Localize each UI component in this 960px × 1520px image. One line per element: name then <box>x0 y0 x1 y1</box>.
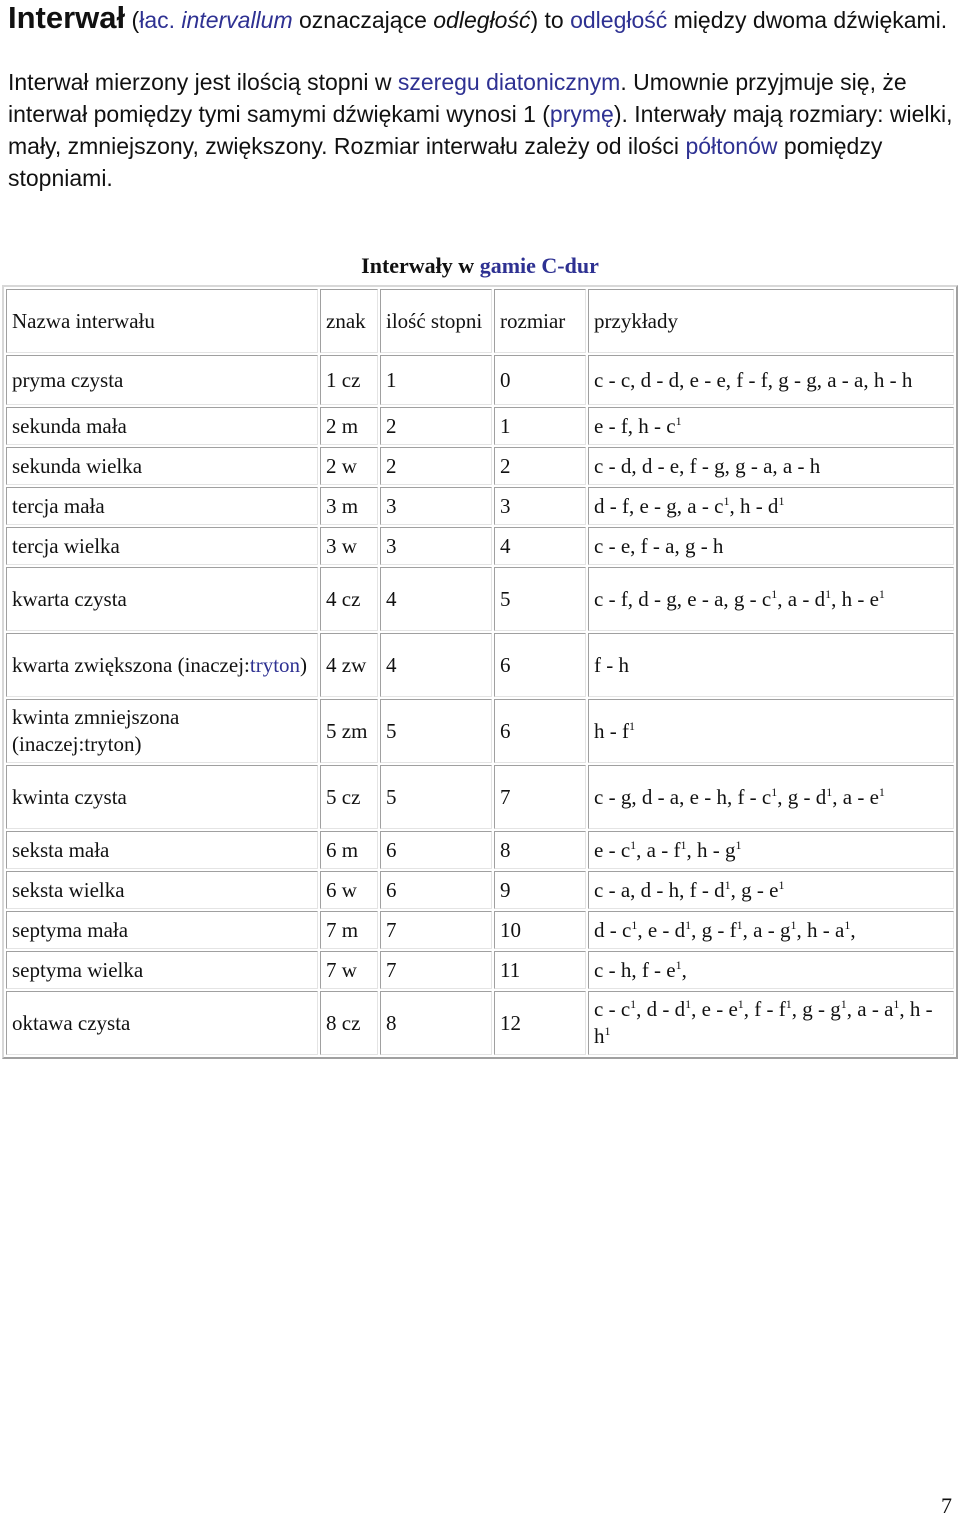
cell-sign: 4 zw <box>320 633 378 697</box>
cell-name: kwinta zmniejszona (inaczej:tryton) <box>6 699 318 763</box>
cell-name: sekunda mała <box>6 407 318 445</box>
table-row <box>6 527 954 565</box>
article-intro <box>8 2 953 194</box>
intervals-table-wrapper <box>2 245 958 1059</box>
cell-size: 4 <box>494 527 586 565</box>
tryton-text: tryton <box>84 732 135 756</box>
intro-paragraph-1: Interwał (łac. intervallum oznaczające odległość) to odległość między dwoma dźwiękami. <box>8 0 948 35</box>
cell-name: tercja mała <box>6 487 318 525</box>
cell-examples: c - g, d - a, e - h, f - $c^1$, g - $d^1$, a - $e^1$ <box>588 765 954 829</box>
cell-sign: 4 cz <box>320 567 378 631</box>
table-row <box>6 487 954 525</box>
pryma-link[interactable]: prymę <box>549 101 614 127</box>
cell-examples: c - c, d - d, e - e, f - f, g - g, a - a, h - h <box>588 355 954 405</box>
cell-examples: e - $c^1$, a - $f^1$, h - $g^1$ <box>588 831 954 869</box>
cell-name: seksta mała <box>6 831 318 869</box>
header-name: Nazwa interwału <box>6 289 318 353</box>
table-row <box>6 447 954 485</box>
intervals-table <box>2 245 958 1059</box>
szereg-diatoniczny-link[interactable]: szeregu diatonicznym <box>397 69 621 95</box>
cell-size: 10 <box>494 911 586 949</box>
cell-name: sekunda wielka <box>6 447 318 485</box>
cell-steps: 6 <box>380 871 492 909</box>
odleglosc-link[interactable]: odległość <box>570 7 668 33</box>
cell-sign: 7 w <box>320 951 378 989</box>
cell-sign: 8 cz <box>320 991 378 1055</box>
cell-examples: c - h, f - $e^1$, <box>588 951 954 989</box>
table-caption: Interwały w gamie C-dur <box>361 253 599 278</box>
cell-steps: 2 <box>380 407 492 445</box>
cell-size: 3 <box>494 487 586 525</box>
table-row <box>6 633 954 697</box>
cell-sign: 2 m <box>320 407 378 445</box>
cell-size: 6 <box>494 633 586 697</box>
table-row <box>6 831 954 869</box>
cell-examples: c - a, d - h, f - $d^1$, g - $e^1$ <box>588 871 954 909</box>
cell-sign: 6 w <box>320 871 378 909</box>
cell-examples: e - f, h - $c^1$ <box>588 407 954 445</box>
cell-steps: 6 <box>380 831 492 869</box>
cell-name: kwarta zwiększona (inaczej:tryton) <box>6 633 318 697</box>
cell-steps: 7 <box>380 911 492 949</box>
cell-sign: 3 m <box>320 487 378 525</box>
cell-size: 5 <box>494 567 586 631</box>
table-header-row <box>6 289 954 353</box>
cell-name: septyma mała <box>6 911 318 949</box>
header-steps: ilość stopni <box>380 289 492 353</box>
header-examples: przykłady <box>588 289 954 353</box>
cell-name: pryma czysta <box>6 355 318 405</box>
cell-size: 1 <box>494 407 586 445</box>
cell-steps: 2 <box>380 447 492 485</box>
cell-examples: c - $c^1$, d - $d^1$, e - $e^1$, f - $f^1$, g - $g^1$, a - $a^1$, h - $h^1$ <box>588 991 954 1055</box>
table-row <box>6 407 954 445</box>
cell-sign: 5 zm <box>320 699 378 763</box>
table-row <box>6 911 954 949</box>
meaning-term: odległość <box>433 7 531 33</box>
intro-paragraph-2: Interwał mierzony jest ilością stopni w szeregu diatonicznym. Umownie przyjmuje się, że interwał pomiędzy tymi samymi dźwiękami wynosi 1 (prymę). Interwały mają rozmiary: wielki, mały, zmniejszony, zwiększony. Rozmiar interwału zależy od ilości półtonów pomiędzy stopniami. <box>8 69 953 191</box>
table-row <box>6 871 954 909</box>
cell-name: tercja wielka <box>6 527 318 565</box>
cell-steps: 3 <box>380 487 492 525</box>
table-row <box>6 567 954 631</box>
cell-examples: h - $f^1$ <box>588 699 954 763</box>
table-row <box>6 355 954 405</box>
lac-link[interactable]: łac. <box>139 7 176 33</box>
cell-sign: 6 m <box>320 831 378 869</box>
table-row <box>6 765 954 829</box>
cell-size: 8 <box>494 831 586 869</box>
cell-size: 12 <box>494 991 586 1055</box>
cell-size: 0 <box>494 355 586 405</box>
cell-examples: c - d, d - e, f - g, g - a, a - h <box>588 447 954 485</box>
tryton-link[interactable]: tryton <box>249 652 301 677</box>
article-title: Interwał <box>8 0 126 35</box>
table-row <box>6 699 954 763</box>
cell-steps: 4 <box>380 567 492 631</box>
page-number: 7 <box>941 1493 952 1518</box>
cell-steps: 1 <box>380 355 492 405</box>
cell-steps: 4 <box>380 633 492 697</box>
cell-examples: c - e, f - a, g - h <box>588 527 954 565</box>
cell-name: seksta wielka <box>6 871 318 909</box>
cell-sign: 7 m <box>320 911 378 949</box>
cell-sign: 3 w <box>320 527 378 565</box>
cell-size: 11 <box>494 951 586 989</box>
cell-size: 2 <box>494 447 586 485</box>
cell-examples: f - h <box>588 633 954 697</box>
cell-sign: 1 cz <box>320 355 378 405</box>
header-size: rozmiar <box>494 289 586 353</box>
cell-name: kwarta czysta <box>6 567 318 631</box>
latin-term-link[interactable]: intervallum <box>181 7 293 33</box>
cell-size: 9 <box>494 871 586 909</box>
header-sign: znak <box>320 289 378 353</box>
cell-examples: d - f, e - g, a - $c^1$, h - $d^1$ <box>588 487 954 525</box>
cell-name: kwinta czysta <box>6 765 318 829</box>
cell-steps: 3 <box>380 527 492 565</box>
cell-examples: d - $c^1$, e - $d^1$, g - $f^1$, a - $g^1$, h - $a^1$, <box>588 911 954 949</box>
cell-name: oktawa czysta <box>6 991 318 1055</box>
cell-sign: 5 cz <box>320 765 378 829</box>
cell-steps: 8 <box>380 991 492 1055</box>
cell-size: 7 <box>494 765 586 829</box>
cell-steps: 5 <box>380 765 492 829</box>
cell-steps: 5 <box>380 699 492 763</box>
table-row <box>6 951 954 989</box>
cell-name: septyma wielka <box>6 951 318 989</box>
cell-sign: 2 w <box>320 447 378 485</box>
table-row <box>6 991 954 1055</box>
cell-size: 6 <box>494 699 586 763</box>
gama-c-dur-link[interactable]: gamie C-dur <box>479 253 599 278</box>
poltony-link[interactable]: półtonów <box>685 133 778 159</box>
cell-steps: 7 <box>380 951 492 989</box>
cell-examples: c - f, d - g, e - a, g - $c^1$, a - $d^1$, h - $e^1$ <box>588 567 954 631</box>
